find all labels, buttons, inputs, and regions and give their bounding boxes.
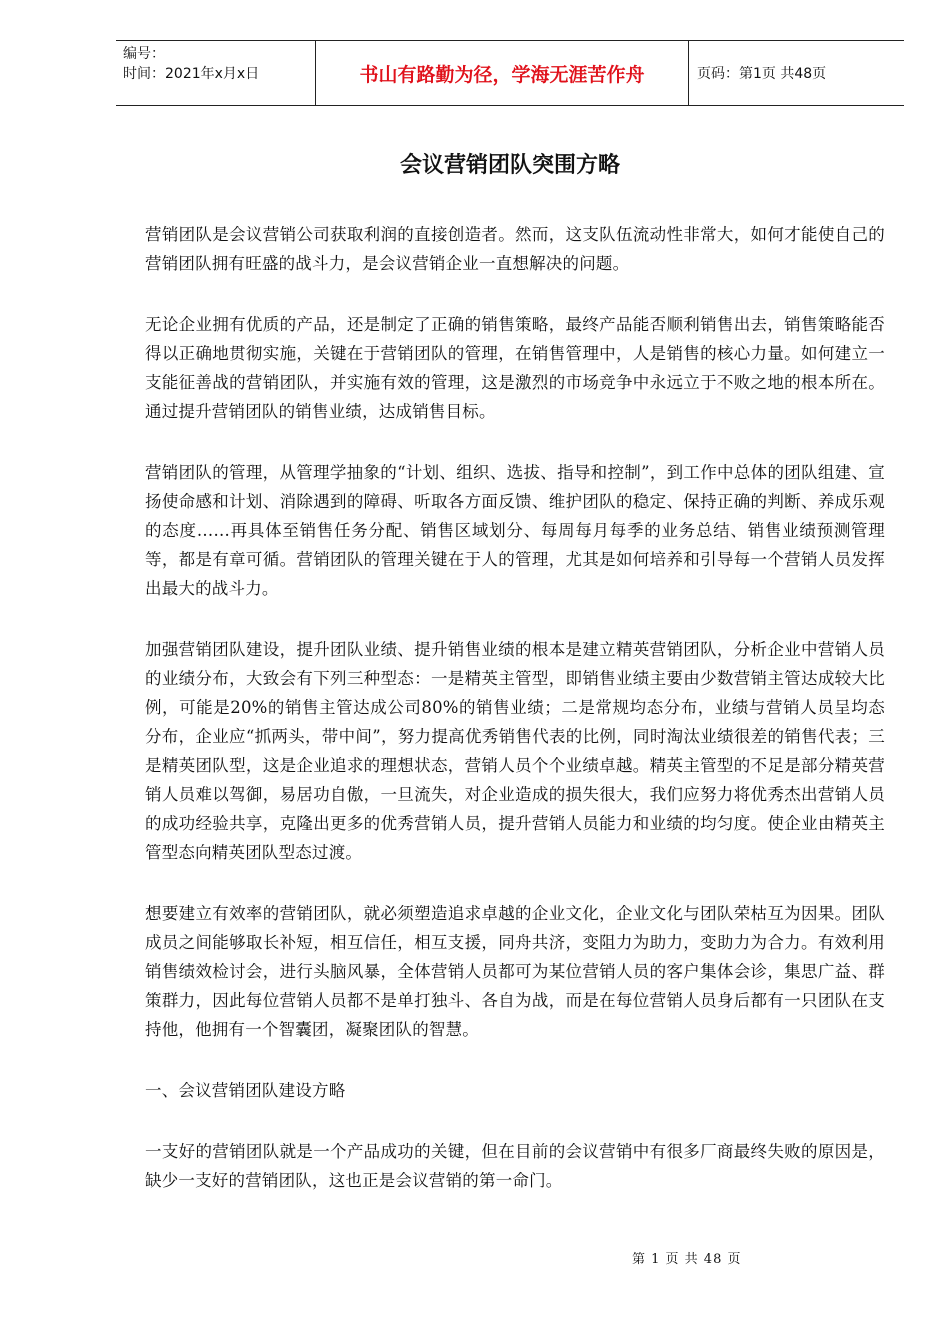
number-label: 编号：: [123, 46, 165, 62]
paragraph-4: 加强营销团队建设，提升团队业绩、提升销售业绩的根本是建立精英营销团队，分析企业中营销人员的业绩分布，大致会有下列三种型态：一是精英主管型，即销售业绩主要由少数营销主管达成较大比例，可能是20%的销售主管达成公司80%的销售业绩；二是常规均态分布，业绩与营销人员呈均态分布，企业应“抓两头，带中间”，努力提高优秀销售代表的比例，同时淘汰业绩很差的销售代表；三是精英团队型，这是企业追求的理想状态，营销人员个个业绩卓越。精英主管型的不足是部分精英营销人员难以驾御，易居功自傲，一旦流失，对企业造成的损失很大，我们应努力将优秀杰出营销人员的成功经验共享，克隆出更多的优秀营销人员，提升营销人员能力和业绩的均匀度。使企业由精英主管型态向精英团队型态过渡。: [145, 640, 885, 862]
paragraph-2: 无论企业拥有优质的产品，还是制定了正确的销售策略，最终产品能否顺利销售出去，销售策略能否得以正确地贯彻实施，关键在于营销团队的管理，在销售管理中，人是销售的核心力量。如何建立一支能征善战的营销团队，并实施有效的管理，这是激烈的市场竞争中永远立于不败之地的根本所在。通过提升营销团队的销售业绩，达成销售目标。: [145, 315, 885, 421]
page-info: 页码：第1页 共48页: [697, 66, 827, 82]
section-heading-1: 一、会议营销团队建设方略: [145, 1081, 346, 1100]
document-title: 会议营销团队突围方略: [399, 153, 620, 178]
paragraph-6: 一支好的营销团队就是一个产品成功的关键，但在目前的会议营销中有很多厂商最终失败的原因是，缺少一支好的营销团队，这也正是会议营销的第一命门。: [145, 1142, 885, 1190]
time-label: 时间：2021年x月x日: [123, 66, 260, 82]
paragraph-3: 营销团队的管理，从管理学抽象的“计划、组织、选拔、指导和控制”，到工作中总体的团队组建、宣扬使命感和计划、消除遇到的障碍、听取各方面反馈、维护团队的稳定、保持正确的判断、养成乐观的态度……再具体至销售任务分配、销售区域划分、每周每月每季的业务总结、销售业绩预测管理等，都是有章可循。营销团队的管理关键在于人的管理，尤其是如何培养和引导每一个营销人员发挥出最大的战斗力。: [145, 463, 885, 598]
paragraph-5: 想要建立有效率的营销团队，就必须塑造追求卓越的企业文化，企业文化与团队荣枯互为因果。团队成员之间能够取长补短，相互信任，相互支援，同舟共济，变阻力为助力，变助力为合力。有效利用销售绩效检讨会，进行头脑风暴，全体营销人员都可为某位营销人员的客户集体会诊，集思广益、群策群力，因此每位营销人员都不是单打独斗、各自为战，而是在每位营销人员身后都有一只团队在支持他，他拥有一个智囊团，凝聚团队的智慧。: [145, 904, 885, 1039]
page-footer: 第 1 页 共 48 页: [632, 1252, 742, 1267]
motto: 书山有路勤为径，学海无涯苦作舟: [315, 41, 689, 105]
paragraph-1: 营销团队是会议营销公司获取利润的直接创造者。然而，这支队伍流动性非常大，如何才能使自己的营销团队拥有旺盛的战斗力，是会议营销企业一直想解决的问题。: [145, 225, 885, 273]
header-meta: [116, 41, 315, 105]
header-table: [116, 40, 904, 106]
document-body: [145, 220, 885, 1227]
